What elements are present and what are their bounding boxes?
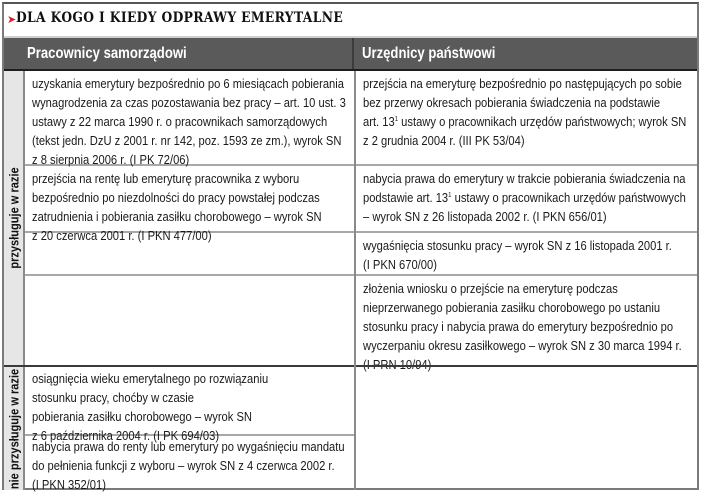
cell-text: osiągnięcia wieku emerytalnego po rozwiązaniu stosunku pracy, choćby w czasie pobierania zasiłku chorobowego – wyrok SN z 6 października 2004 r. (I PK 694/03) <box>32 371 269 443</box>
table-cell <box>356 233 697 276</box>
cell-text: uzyskania emerytury bezpośrednio po 6 miesiącach pobierania wynagrodzenia za czas pozostawania bez pracy – art. 10 ust. 3 ustawy z 22 marca 1990 r. o pracownikach samorządowych (tekst jedn. DzU z 2001 r. nr 142, poz. 1593 ze zm.), wyrok SN z 8 sierpnia 2006 r. (I PK 72/06) <box>32 76 346 167</box>
side-label-przysluguje <box>4 71 25 365</box>
table-header <box>4 38 697 71</box>
table-cell <box>25 166 354 243</box>
side-label-text: przysługuje w razie <box>6 167 21 269</box>
document-title: DLA KOGO I KIEDY ODPRAWY EMERYTALNE <box>16 10 344 26</box>
superscript: 1 <box>394 116 399 123</box>
document-frame <box>2 2 699 490</box>
table-cell-empty <box>25 276 354 365</box>
header-pracownicy-samorzadowi: Pracownicy samorządowi <box>27 45 187 62</box>
header-urzednicy-panstwowi: Urzędnicy państwowi <box>362 45 496 62</box>
superscript: 1 <box>448 192 452 199</box>
cell-text: wygaśnięcia stosunku pracy – wyrok SN z 16 listopada 2001 r. (I PKN 670/00) <box>363 238 672 272</box>
table-cell <box>25 367 354 443</box>
cell-text: przejścia na rentę lub emeryturę pracownika z wyboru bezpośrednio po niezdolności do pracy powstałej podczas zatrudnienia i pobierania zasiłku chorobowego – wyrok SN z 20 czerwca 2001 r. (I PKN 477/00) <box>32 171 322 243</box>
cell-text: nabycia prawa do emerytury w trakcie pobierania świadczenia na podstawie art. $13^1$ ustawy o pracownikach urzędów państwowych – wyrok SN z 26 listopada 2002 r. (I PKN 656/01) <box>363 171 686 224</box>
title-bar <box>4 4 697 38</box>
red-arrow-bullet-icon: ➤ <box>7 13 17 26</box>
side-label-text: nie przysługuje w razie <box>6 368 21 489</box>
cell-text: złożenia wniosku o przejście na emeryturę podczas nieprzerwanego pobierania zasiłku chorobowego po ustaniu stosunku pracy i nabycia prawa do emerytury bezpośrednio po wyczerpaniu okresu zasiłkowego – wyrok SN z 30 marca 1994 r. <box>363 281 682 353</box>
table-cell <box>25 71 354 166</box>
table-cell <box>25 436 354 490</box>
cell-text: nabycia prawa do renty lub emerytury po wygaśnięciu mandatu do pełnienia funkcji z wyboru – wyrok SN z 4 czerwca 2002 r. (I PKN 352/01) <box>32 439 345 492</box>
table-cell-empty <box>25 233 354 276</box>
header-divider <box>352 38 354 69</box>
table-cell <box>356 276 697 365</box>
side-label-nie-przysluguje <box>4 367 25 490</box>
table-cell <box>356 166 697 233</box>
table-cell <box>356 71 697 166</box>
column-divider <box>354 71 356 490</box>
table-cell-empty <box>356 367 697 490</box>
cell-text: przejścia na emeryturę bezpośrednio po następujących po sobie bez przerwy okresach pobierania świadczenia na podstawie art. $13^1$ ustawy o pracownikach urzędów państwowych; wyrok SN z 2 grudnia 2004 r. (III PK 53/04) <box>363 76 687 148</box>
